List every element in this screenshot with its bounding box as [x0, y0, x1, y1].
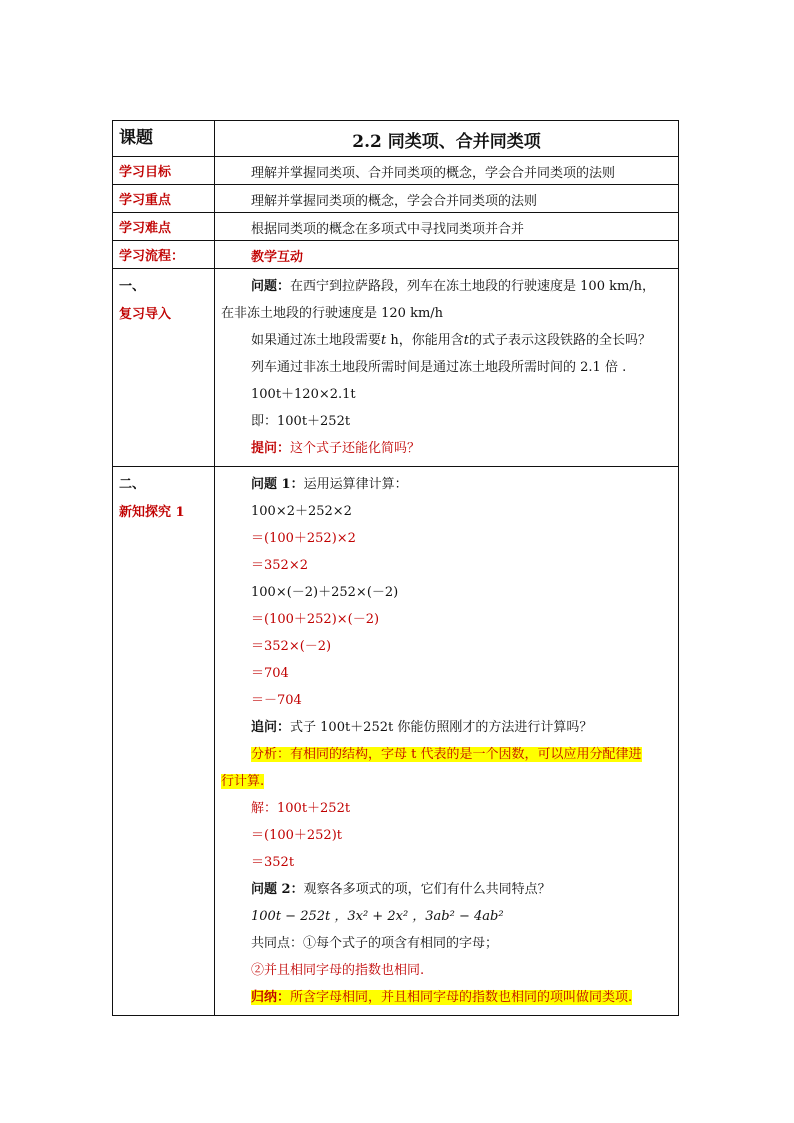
analysis-line: [221, 741, 672, 768]
header-left-cell: 课题: [113, 121, 215, 157]
q2-line: [221, 876, 672, 903]
section1-content: [215, 269, 679, 467]
section1-name: 复习导入: [119, 307, 172, 322]
section1-line6: 即：100t＋252t: [251, 414, 351, 429]
ask-text: 这个式子还能化简吗？: [290, 441, 421, 456]
conclusion-label: 归纳：: [251, 990, 291, 1005]
section2-row: [113, 467, 679, 1016]
section1-ask: [221, 435, 672, 462]
text-span: 的式子表示这段铁路的全长吗？: [469, 333, 652, 348]
lesson-plan-page: [112, 120, 678, 1016]
calc-line: ＝352×2: [251, 558, 308, 573]
header-row: [113, 121, 679, 157]
row-value-key: 理解并掌握同类项的概念，学会合并同类项的法则: [215, 185, 679, 213]
analysis-text: 分析：有相同的结构，字母 t 代表的是一个因数，可以应用分配律进: [251, 747, 642, 762]
solution-line: ＝352t: [251, 855, 295, 870]
section1-question-cont: 在非冻土地段的行驶速度是 120 km/h: [221, 306, 444, 321]
section1-row: [113, 269, 679, 467]
section1-question: [221, 273, 672, 300]
solution-line: ＝(100＋252)t: [251, 828, 342, 843]
q1-line: [221, 471, 672, 498]
section2-content: [215, 467, 679, 1016]
q2-label: 问题 2：: [251, 882, 304, 897]
analysis-text-cont: 行计算.: [221, 774, 265, 789]
section2-name: 新知探究 1: [119, 505, 185, 520]
calc-line: ＝－704: [251, 693, 302, 708]
table-row: [113, 213, 679, 241]
calc-line: ＝704: [251, 666, 289, 681]
question-text: 在西宁到拉萨路段，列车在冻土地段的行驶速度是 100 km/h，: [290, 279, 656, 294]
followup-line: [221, 714, 672, 741]
q1-text: 运用运算律计算：: [303, 477, 408, 492]
q2-text: 观察各多项式的项，它们有什么共同特点？: [303, 882, 551, 897]
followup-label: 追问：: [251, 720, 291, 735]
row-value-flow: 教学互动: [215, 241, 679, 269]
section1-label-cell: [113, 269, 215, 467]
text-span: h，你能用含: [386, 333, 464, 348]
solution-line: 解：100t＋252t: [251, 801, 351, 816]
calc-line: ＝(100＋252)×(－2): [251, 612, 380, 627]
var-t: t: [463, 333, 469, 348]
text-span: 如果通过冻土地段需要: [251, 333, 382, 348]
lesson-title: 2.2 同类项、合并同类项: [215, 121, 679, 157]
row-value-difficulty: 根据同类项的概念在多项式中寻找同类项并合并: [215, 213, 679, 241]
calc-line: ＝(100＋252)×2: [251, 531, 356, 546]
row-label-flow: 学习流程：: [113, 241, 215, 269]
lesson-table: [112, 120, 679, 1016]
calc-line: ＝352×(－2): [251, 639, 332, 654]
question-label: 问题：: [251, 279, 291, 294]
var-t: t: [381, 333, 387, 348]
row-label-goal: 学习目标: [113, 157, 215, 185]
analysis-line-cont: [221, 768, 672, 795]
section2-number: 二、: [119, 477, 146, 492]
row-value-goal: 理解并掌握同类项、合并同类项的概念，学会合并同类项的法则: [215, 157, 679, 185]
table-row: [113, 241, 679, 269]
section1-number: 一、: [119, 279, 146, 294]
ask-label: 提问：: [251, 441, 291, 456]
calc-line: 100×(－2)＋252×(－2): [251, 585, 399, 600]
calc-line: 100×2＋252×2: [251, 504, 352, 519]
followup-text: 式子 100t＋252t 你能仿照刚才的方法进行计算吗？: [290, 720, 593, 735]
common-point-1: 共同点：①每个式子的项含有相同的字母；: [251, 936, 499, 951]
table-row: [113, 157, 679, 185]
section1-line5: 100t＋120×2.1t: [251, 387, 356, 402]
q1-label: 问题 1：: [251, 477, 304, 492]
conclusion-text: 所含字母相同，并且相同字母的指数也相同的项叫做同类项.: [290, 990, 633, 1005]
section1-line4: 列车通过非冻土地段所需时间是通过冻土地段所需时间的 2.1 倍 .: [251, 360, 627, 375]
conclusion-line: [221, 984, 672, 1011]
section1-line3: [221, 327, 672, 354]
row-label-key: 学习重点: [113, 185, 215, 213]
common-point-2: ②并且相同字母的指数也相同.: [251, 963, 425, 978]
row-label-difficulty: 学习难点: [113, 213, 215, 241]
table-row: [113, 185, 679, 213]
section2-label-cell: [113, 467, 215, 1016]
polynomial-examples: 100t − 252t ，3x² + 2x² ，3ab² − 4ab²: [251, 909, 504, 924]
